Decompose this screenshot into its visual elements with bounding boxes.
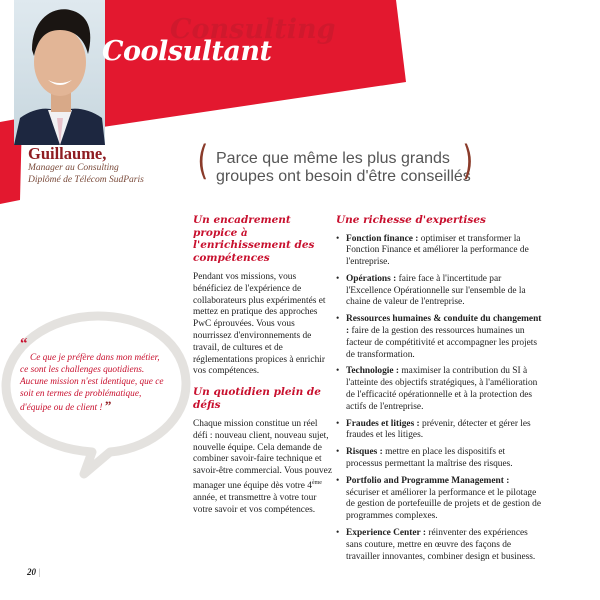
item-text: mettre en place les dispositifs et processus permettant la maîtrise des risques. — [346, 447, 513, 470]
item-text: optimiser et transformer la Fonction Finance et améliorer la performance de l'entreprise. — [346, 233, 529, 268]
section-heading: Un quotidien plein de défis — [193, 386, 321, 411]
item-text: réinventer des expériences sans couture, mettre en œuvre des façons de travailler innovantes, combiner design et business. — [346, 528, 536, 562]
list-item — [336, 274, 542, 309]
item-term: Experience Center : — [346, 528, 427, 539]
profile-role: Manager au Consulting — [28, 163, 119, 173]
left-bracket-icon: ( — [197, 138, 209, 184]
page-number — [27, 567, 41, 577]
list-item — [336, 366, 542, 413]
profile-degree: Diplômé de Télécom SudParis — [28, 175, 144, 185]
body-text: année, et transmettre à votre tour votre savoir et vos compétences. — [193, 492, 317, 515]
expertise-list — [336, 234, 542, 564]
item-text: faire de la gestion des ressources humaines un facteur de compétitivité et accompagner les projets de transformation. — [346, 326, 538, 360]
section-body: Pendant vos missions, vous bénéficiez de l'expérience de collaborateurs plus expérimentés et mettez en pratique des approches PwC éprouvées. Vous vous nourrissez d'environnements de travail, de cultures et de réglementations propices à enrichir vos compétences. — [193, 272, 326, 377]
item-term: Ressources humaines & conduite du changement : — [346, 314, 542, 337]
list-item — [336, 234, 542, 269]
ghost-title: Consulting — [170, 14, 336, 45]
close-quote-icon: ” — [104, 398, 112, 413]
tagline — [216, 150, 471, 186]
section-body — [193, 419, 333, 517]
testimonial-quote — [20, 338, 170, 414]
item-text: sécuriser et améliorer la performance et le pilotage de gestion de portefeuille de projets et de gestion de programmes complexes. — [346, 487, 541, 522]
item-term: Technologie : — [346, 366, 400, 377]
section-encadrement — [193, 214, 333, 378]
item-text: faire face à l'incertitude par l'Excellence Opérationnelle sur l'ensemble de la chaine de valeur de l'entreprise. — [346, 273, 526, 308]
profile-photo — [14, 0, 105, 145]
item-term: Portfolio and Programme Management : — [346, 475, 510, 486]
page-number-value: 20 — [27, 567, 36, 577]
section-heading: Une richesse d'expertises — [336, 214, 486, 226]
section-heading: Un encadrement propice à l'enrichissement des compétences — [193, 214, 315, 264]
body-text: Chaque mission constitue un réel défi : nouveau client, nouveau sujet, nouvelle équipe. Cela demande de combiner savoir-faire technique et savoir-être commercial. Vous pouvez manager une équipe dès votre 4 — [193, 419, 333, 492]
tagline-line-2: groupes ont besoin d'être conseillés — [216, 168, 471, 185]
item-text: maximiser la contribution du SI à l'atteinte des objectifs stratégiques, à l'amélioration de l'efficacité opérationnelle et à la protection des actifs de l'entreprise. — [346, 366, 538, 412]
item-text: prévenir, détecter et gérer les fraudes et les litiges. — [346, 418, 531, 441]
list-item — [336, 528, 542, 563]
superscript: ème — [311, 479, 322, 486]
list-item — [336, 314, 542, 361]
item-term: Fraudes et litiges : — [346, 418, 420, 429]
list-item — [336, 447, 542, 471]
section-expertises — [336, 214, 542, 568]
list-item — [336, 419, 542, 443]
item-term: Risques : — [346, 447, 383, 458]
page-title: Coolsultant — [102, 36, 272, 67]
item-term: Opérations : — [346, 273, 397, 284]
separator: | — [38, 567, 41, 577]
open-quote-icon: “ — [20, 336, 28, 352]
list-item — [336, 476, 542, 523]
quote-text: Ce que je préfère dans mon métier, ce sont les challenges quotidiens. Aucune mission n'est identique, que ce soit en termes de problématique, d'équipe ou de client ! — [20, 353, 164, 413]
tagline-line-1: Parce que même les plus grands — [216, 150, 450, 167]
profile-name: Guillaume, — [28, 144, 107, 163]
item-term: Fonction finance : — [346, 233, 419, 244]
section-quotidien — [193, 386, 333, 517]
right-bracket-icon: ) — [462, 138, 474, 184]
